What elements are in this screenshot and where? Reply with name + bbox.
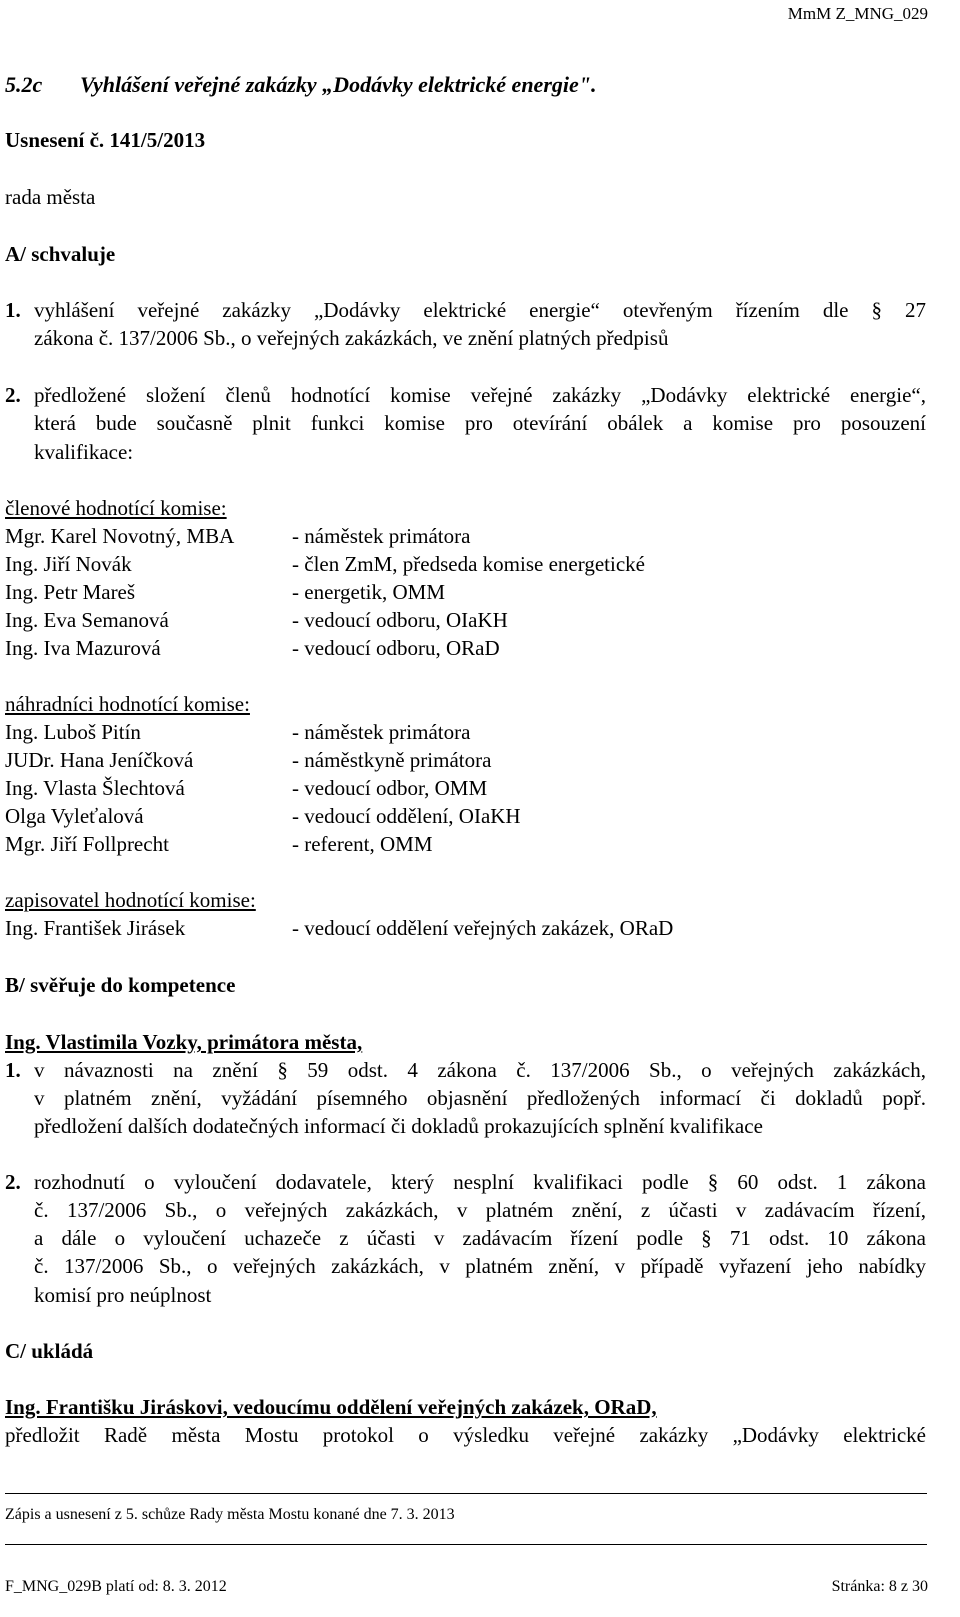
c-line1: předložit Radě města Mostu protokol o výsledku veřejné zakázky „Dodávky elektrické bbox=[5, 1423, 926, 1447]
substitute-role: - náměstek primátora bbox=[292, 720, 471, 744]
member-role: - energetik, OMM bbox=[292, 580, 445, 604]
member-name: Ing. Jiří Novák bbox=[5, 552, 132, 576]
doc-code: MmM Z_MNG_029 bbox=[787, 4, 928, 23]
recorder-heading: zapisovatel hodnotící komise: bbox=[5, 888, 256, 912]
footer-minutes: Zápis a usnesení z 5. schůze Rady města Mostu konané dne 7. 3. 2013 bbox=[5, 1506, 455, 1523]
substitute-name: JUDr. Hana Jeníčková bbox=[5, 748, 194, 772]
page-title: Vyhlášení veřejné zakázky „Dodávky elektrické energie". bbox=[80, 72, 597, 97]
substitute-role: - náměstkyně primátora bbox=[292, 748, 492, 772]
substitutes-heading: náhradníci hodnotící komise: bbox=[5, 692, 250, 716]
a-item2-line1: předložené složení členů hodnotící komise veřejné zakázky „Dodávky elektrické energie“, bbox=[34, 383, 926, 407]
footer-page-number: Stránka: 8 z 30 bbox=[831, 1578, 928, 1595]
member-name: Ing. Petr Mareš bbox=[5, 580, 136, 604]
recorder-role: - vedoucí oddělení veřejných zakázek, ORaD bbox=[292, 916, 674, 940]
b-item2-line1: rozhodnutí o vyloučení dodavatele, který nesplní kvalifikaci podle § 60 odst. 1 zákona bbox=[34, 1170, 926, 1194]
member-name: Ing. Eva Semanová bbox=[5, 608, 169, 632]
footer-divider bbox=[5, 1493, 927, 1494]
substitute-name: Ing. Vlasta Šlechtová bbox=[5, 776, 185, 800]
body-label: rada města bbox=[5, 185, 96, 209]
member-role: - náměstek primátora bbox=[292, 524, 471, 548]
resolution-number: Usnesení č. 141/5/2013 bbox=[5, 128, 206, 152]
recorder-name: Ing. František Jirásek bbox=[5, 916, 186, 940]
member-name: Ing. Iva Mazurová bbox=[5, 636, 161, 660]
member-name: Mgr. Karel Novotný, MBA bbox=[5, 524, 235, 548]
a-item1-line1: vyhlášení veřejné zakázky „Dodávky elektrické energie“ otevřeným řízením dle § 27 bbox=[34, 298, 926, 322]
section-c-heading: C/ ukládá bbox=[5, 1339, 94, 1363]
substitute-role: - referent, OMM bbox=[292, 832, 433, 856]
b-item2-line3: a dále o vyloučení uchazeče z účasti v zadávacím řízení podle § 71 odst. 10 zákona bbox=[34, 1226, 926, 1250]
footer-divider bbox=[5, 1544, 927, 1545]
a-item2-line2: která bude současně plnit funkci komise pro otevírání obálek a komise pro posouzení bbox=[34, 411, 926, 435]
substitute-role: - vedoucí odbor, OMM bbox=[292, 776, 488, 800]
member-role: - člen ZmM, předseda komise energetické bbox=[292, 552, 645, 576]
b-item2-number: 2. bbox=[5, 1170, 21, 1194]
a-item1-line2: zákona č. 137/2006 Sb., o veřejných zakázkách, ve znění platných předpisů bbox=[34, 326, 669, 350]
a-item1-number: 1. bbox=[5, 298, 21, 322]
section-b-person: Ing. Vlastimila Vozky, primátora města, bbox=[5, 1030, 363, 1054]
section-c-person: Ing. Františku Jiráskovi, vedoucímu oddělení veřejných zakázek, ORaD, bbox=[5, 1395, 657, 1419]
section-a-heading: A/ schvaluje bbox=[5, 242, 116, 266]
substitute-name: Ing. Luboš Pitín bbox=[5, 720, 141, 744]
section-number: 5.2c bbox=[5, 72, 43, 97]
members-heading: členové hodnotící komise: bbox=[5, 496, 227, 520]
b-item2-line2: č. 137/2006 Sb., o veřejných zakázkách, v platném znění, z účasti v zadávacím řízení, bbox=[34, 1198, 926, 1222]
member-role: - vedoucí odboru, OIaKH bbox=[292, 608, 508, 632]
member-role: - vedoucí odboru, ORaD bbox=[292, 636, 500, 660]
substitute-role: - vedoucí oddělení, OIaKH bbox=[292, 804, 521, 828]
b-item1-line2: v platném znění, vyžádání písemného objasnění předložených informací či dokladů popř. bbox=[34, 1086, 926, 1110]
b-item1-line1: v návaznosti na znění § 59 odst. 4 zákona č. 137/2006 Sb., o veřejných zakázkách, bbox=[34, 1058, 926, 1082]
b-item1-number: 1. bbox=[5, 1058, 21, 1082]
a-item2-number: 2. bbox=[5, 383, 21, 407]
section-b-heading: B/ svěřuje do kompetence bbox=[5, 973, 236, 997]
footer-form-code: F_MNG_029B platí od: 8. 3. 2012 bbox=[5, 1578, 227, 1595]
substitute-name: Mgr. Jiří Follprecht bbox=[5, 832, 169, 856]
b-item2-line4: č. 137/2006 Sb., o veřejných zakázkách, v platném znění, v případě vyřazení jeho nabídky bbox=[34, 1254, 926, 1278]
b-item1-line3: předložení dalších dodatečných informací či dokladů prokazujících splnění kvalifikace bbox=[34, 1114, 763, 1138]
a-item2-line3: kvalifikace: bbox=[34, 440, 134, 464]
substitute-name: Olga Vyleťalová bbox=[5, 804, 144, 828]
b-item2-line5: komisí pro neúplnost bbox=[34, 1283, 212, 1307]
